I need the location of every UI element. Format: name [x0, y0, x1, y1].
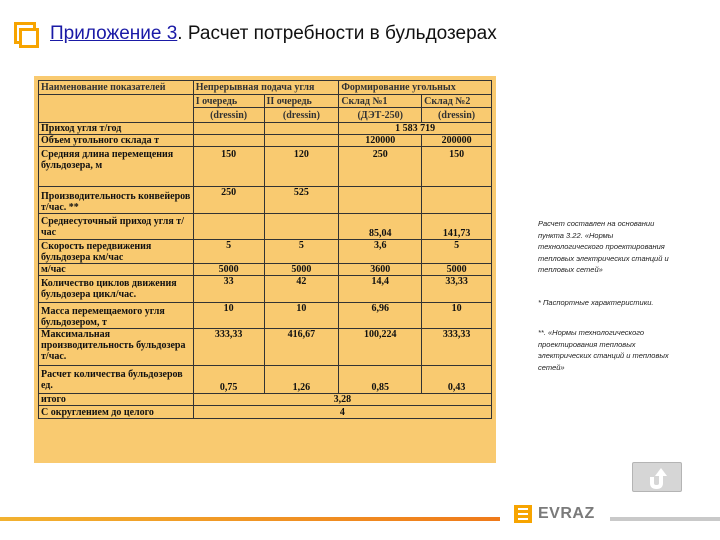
row-label: Среднесуточный приход угля т/час [39, 214, 194, 240]
cell-s2: 333,33 [422, 329, 492, 366]
cell-q2: 416,67 [264, 329, 339, 366]
table-row [39, 135, 492, 147]
cell-s1: 14,4 [339, 276, 422, 303]
cell-s1: 250 [339, 147, 422, 187]
cell-s1: 0,85 [339, 366, 422, 394]
title-text: . Расчет потребности в бульдозерах [177, 23, 497, 44]
header-s1: Склад №1 [339, 95, 422, 108]
u-turn-arrow-icon [647, 467, 669, 489]
cell-q1: 250 [193, 187, 264, 214]
header-indicator-name: Наименование показателей [39, 81, 194, 95]
row-label: Производительность конвейеров т/час. ** [39, 187, 194, 214]
cell-q1: 333,33 [193, 329, 264, 366]
cell-q1 [193, 214, 264, 240]
header-continuous-feed: Непрерывная подача угля [193, 81, 339, 95]
cell-s1: 85,04 [339, 214, 422, 240]
cell-q1: 33 [193, 276, 264, 303]
cell-s1: 3600 [339, 264, 422, 276]
header-q2-model: (dressin) [264, 108, 339, 123]
table-row [39, 240, 492, 264]
cell-s2: 5000 [422, 264, 492, 276]
table-row [39, 187, 492, 214]
cell-forming-total: 1 583 719 [339, 123, 492, 135]
row-label: Масса перемещаемого угля бульдозером, т [39, 303, 194, 329]
norms-note: **. «Нормы технологического проектирования тепловых электрических станций и тепловых сетей» [538, 328, 669, 372]
cell-s2: 141,73 [422, 214, 492, 240]
slide-title [50, 23, 497, 45]
table-row-rounded [39, 406, 492, 419]
cell-s1: 6,96 [339, 303, 422, 329]
cell-q2: 120 [264, 147, 339, 187]
table-row [39, 329, 492, 366]
cell-q2 [264, 135, 339, 147]
cell-q2: 525 [264, 187, 339, 214]
cell-s1: 120000 [339, 135, 422, 147]
cell-q2 [264, 123, 339, 135]
header-q2: II очередь [264, 95, 339, 108]
cell-q2 [264, 214, 339, 240]
row-label: Максимальная производительность бульдозера т/час. [39, 329, 194, 366]
table-row [39, 123, 492, 135]
table-row [39, 366, 492, 394]
evraz-logo [512, 503, 604, 525]
row-label: Скорость передвижения бульдозера км/час [39, 240, 194, 264]
cell-q1: 5 [193, 240, 264, 264]
table-row [39, 264, 492, 276]
row-label: Средняя длина перемещения бульдозера, м [39, 147, 194, 187]
header-forming: Формирование угольных [339, 81, 492, 95]
cell-q2: 42 [264, 276, 339, 303]
cell-q1: 5000 [193, 264, 264, 276]
row-label: Количество циклов движения бульдозера цикл/час. [39, 276, 194, 303]
header-s1-model: (ДЭТ-250) [339, 108, 422, 123]
header-blank [39, 95, 194, 123]
bulldozer-table-panel [34, 76, 496, 463]
table-row [39, 276, 492, 303]
header-q1-model: (dressin) [193, 108, 264, 123]
cell-s2: 0,43 [422, 366, 492, 394]
cell-s2 [422, 187, 492, 214]
row-label: Приход угля т/год [39, 123, 194, 135]
cell-q1: 150 [193, 147, 264, 187]
row-label: Расчет количества бульдозеров ед. [39, 366, 194, 394]
rounded-value: 4 [193, 406, 491, 419]
cell-q2: 5 [264, 240, 339, 264]
cell-q2: 10 [264, 303, 339, 329]
evraz-mark-icon [514, 505, 532, 523]
cell-s1: 100,224 [339, 329, 422, 366]
row-label: Объем угольного склада т [39, 135, 194, 147]
cell-s1 [339, 187, 422, 214]
cell-q1 [193, 123, 264, 135]
table-row [39, 214, 492, 240]
cell-q2: 1,26 [264, 366, 339, 394]
bulldozer-calculation-table [38, 80, 492, 419]
source-note: Расчет составлен на основании пункта 3.22. «Нормы технологического проектирования тепловых электрических станций и тепловых сетей» [538, 219, 669, 274]
table-row-total [39, 394, 492, 406]
row-label: м/час [39, 264, 194, 276]
cell-s2: 5 [422, 240, 492, 264]
rounded-label: С округлением до целого [39, 406, 194, 419]
table-row [39, 303, 492, 329]
cell-s2: 200000 [422, 135, 492, 147]
header-s2: Склад №2 [422, 95, 492, 108]
logo-text: EVRAZ [538, 505, 595, 522]
table-row [39, 147, 492, 187]
footer-line [0, 517, 720, 521]
total-value: 3,28 [193, 394, 491, 406]
back-button[interactable] [632, 462, 682, 492]
header-s2-model: (dressin) [422, 108, 492, 123]
appendix-link[interactable]: Приложение 3 [50, 23, 178, 44]
cell-s1: 3,6 [339, 240, 422, 264]
cell-q1: 0,75 [193, 366, 264, 394]
cell-s2: 10 [422, 303, 492, 329]
total-label: итого [39, 394, 194, 406]
passport-note: * Паспортные характеристики. [538, 298, 654, 307]
table-header-row [39, 95, 492, 108]
cell-q1: 10 [193, 303, 264, 329]
cell-s2: 150 [422, 147, 492, 187]
table-header-row [39, 81, 492, 95]
title-squares-icon [14, 22, 40, 48]
cell-s2: 33,33 [422, 276, 492, 303]
cell-q1 [193, 135, 264, 147]
header-q1: I очередь [193, 95, 264, 108]
cell-q2: 5000 [264, 264, 339, 276]
